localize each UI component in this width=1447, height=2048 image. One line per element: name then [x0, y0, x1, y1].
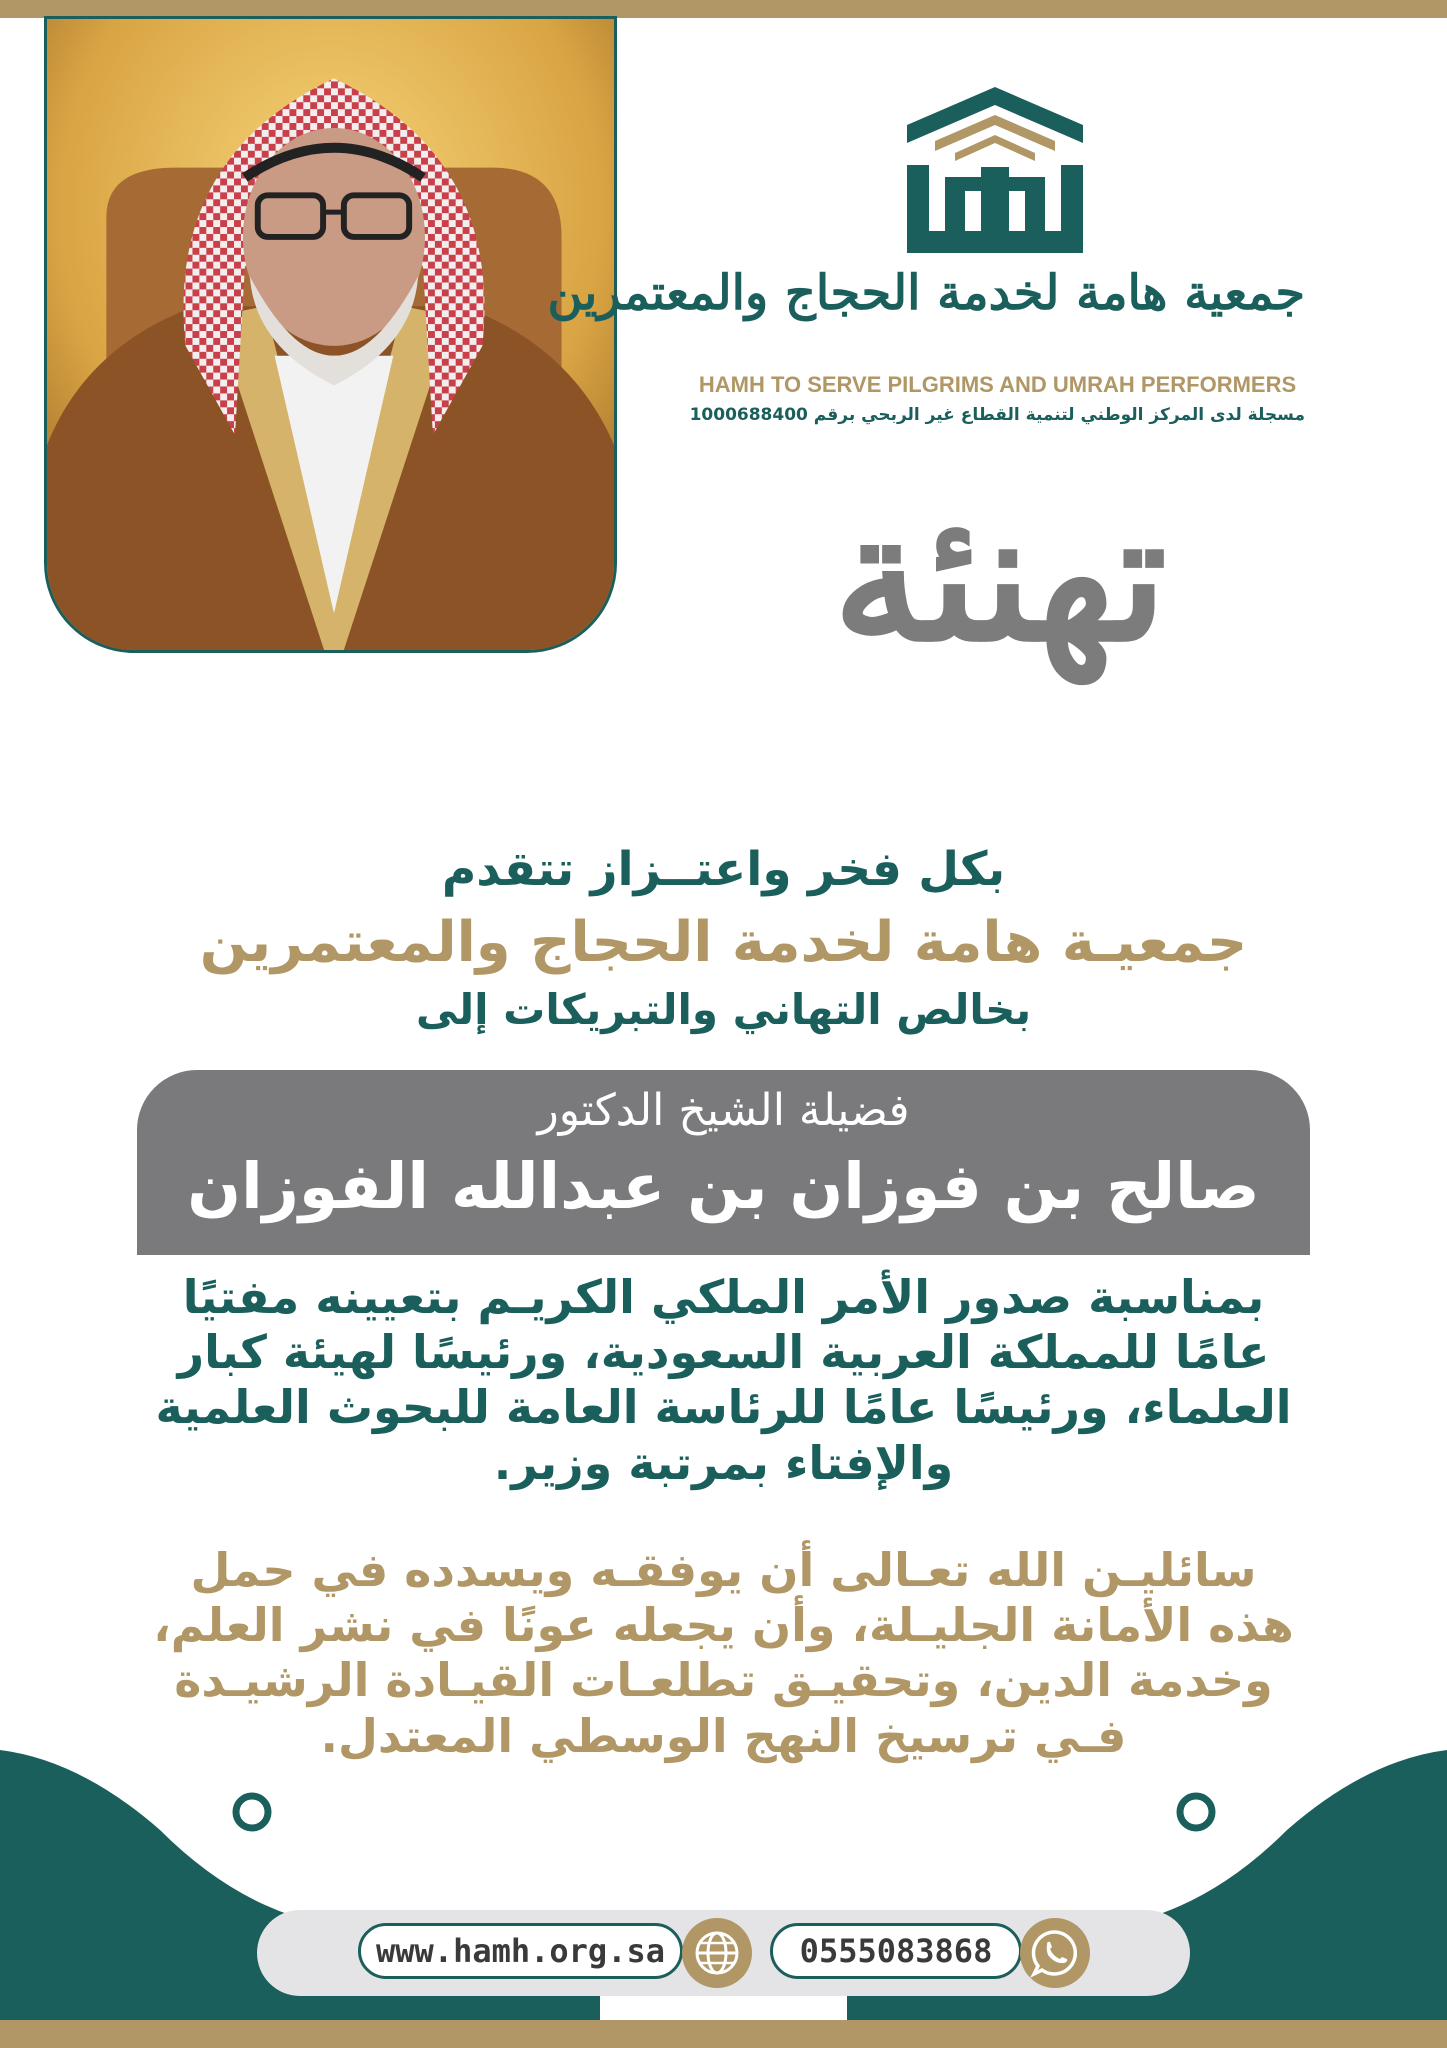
website-link[interactable]: www.hamh.org.sa: [358, 1923, 683, 1979]
intro-line-2: جمعيـة هامة لخدمة الحجاج والمعتمرين: [199, 910, 1248, 975]
occasion-text: بمناسبة صدور الأمر الملكي الكريـم بتعيينه مفتيًا عامًا للمملكة العربية السعودية، ورئيسًا لهيئة كبار العلماء، ورئيسًا عامًا للرئاسة العامة للبحوث العلمية والإفتاء بمرتبة وزير.: [155, 1270, 1292, 1490]
phone-number[interactable]: 0555083868: [770, 1923, 1022, 1979]
honoree-title: فضيلة الشيخ الدكتور: [537, 1085, 910, 1136]
congratulations-heading: تهنئة: [832, 472, 1168, 681]
intro-line-3: بخالص التهاني والتبريكات إلى: [415, 985, 1032, 1034]
whatsapp-icon[interactable]: [1020, 1918, 1090, 1988]
contact-bar: [257, 1910, 1190, 1996]
org-registration: مسجلة لدى المركز الوطني لتنمية القطاع غير الربحي برقم 1000688400: [689, 405, 1305, 425]
org-name-english: HAMH TO SERVE PILGRIMS AND UMRAH PERFORMERS: [698, 372, 1297, 397]
portrait-photo: [44, 16, 617, 653]
org-name-arabic: جمعية هامة لخدمة الحجاج والمعتمرين: [547, 265, 1305, 321]
honoree-name: صالح بن فوزان بن عبدالله الفوزان: [187, 1150, 1260, 1223]
hamh-logo-icon: [905, 85, 1085, 255]
honoree-box: [137, 1070, 1310, 1255]
intro-line-1: بكل فخر واعتــزاز تتقدم: [441, 842, 1006, 897]
globe-icon[interactable]: [682, 1918, 752, 1988]
prayer-text: سائليـن الله تعـالى أن يوفقـه ويسدده في حمل هذه الأمانة الجليـلة، وأن يجعله عونًا في نشر العلم، وخدمة الدين، وتحقيـق تطلعـات القيـادة الرشيـدة فـي ترسيخ النهج الوسطي المعتدل.: [153, 1543, 1294, 1763]
